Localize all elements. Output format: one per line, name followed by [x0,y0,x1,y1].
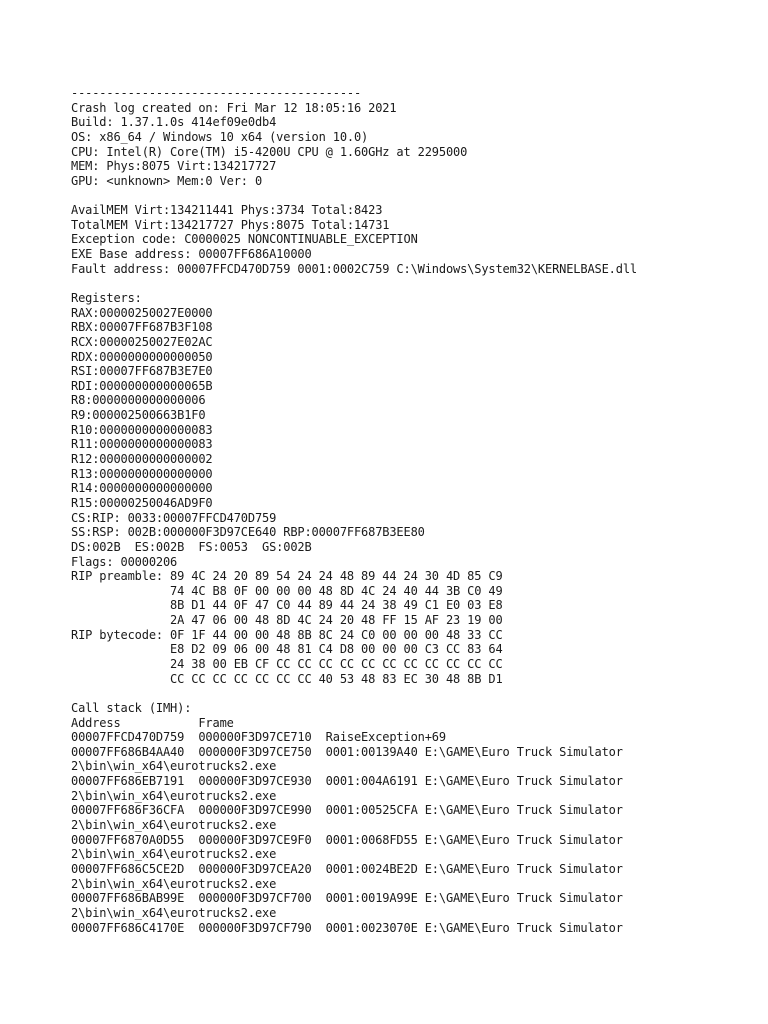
log-line: R9:000002500663B1F0 [71,408,206,423]
log-line: Registers: [71,290,142,305]
log-line: 2\bin\win_x64\eurotrucks2.exe [71,876,277,891]
log-line: RBX:00007FF687B3F108 [71,320,213,335]
log-line: R13:0000000000000000 [71,466,213,481]
log-line: RIP bytecode: 0F 1F 44 00 00 48 8B 8C 24 C0 00 00 00 48 33 CC [71,627,503,642]
log-line: RIP preamble: 89 4C 24 20 89 54 24 24 48 89 44 24 30 4D 85 C9 [71,569,503,584]
log-line: R8:0000000000000006 [71,393,206,408]
log-line: RDI:000000000000065B [71,378,213,393]
log-line: Flags: 00000206 [71,554,178,569]
log-line: 00007FF686F36CFA 000000F3D97CE990 0001:00525CFA E:\GAME\Euro Truck Simulator [71,803,623,818]
log-line: 00007FF686EB7191 000000F3D97CE930 0001:004A6191 E:\GAME\Euro Truck Simulator [71,774,623,789]
log-line [71,188,751,203]
log-line: RAX:00000250027E0000 [71,305,213,320]
log-line: R11:0000000000000083 [71,437,213,452]
log-line: E8 D2 09 06 00 48 81 C4 D8 00 00 00 C3 CC 83 64 [71,642,503,657]
log-line: TotalMEM Virt:134217727 Phys:8075 Total:14731 [71,217,390,232]
log-line: 2\bin\win_x64\eurotrucks2.exe [71,788,277,803]
log-line: R12:0000000000000002 [71,452,213,467]
log-line: 00007FF686B4AA40 000000F3D97CE750 0001:00139A40 E:\GAME\Euro Truck Simulator [71,744,623,759]
log-line: Fault address: 00007FFCD470D759 0001:0002C759 C:\Windows\System32\KERNELBASE.dll [71,261,637,276]
log-line: RCX:00000250027E02AC [71,334,213,349]
log-line: EXE Base address: 00007FF686A10000 [71,247,312,262]
log-line: 24 38 00 EB CF CC CC CC CC CC CC CC CC CC CC CC [71,656,503,671]
crash-log-text [71,86,751,935]
log-line: 2\bin\win_x64\eurotrucks2.exe [71,847,277,862]
log-line: R15:00000250046AD9F0 [71,495,213,510]
log-line: Crash log created on: Fri Mar 12 18:05:16 2021 [71,100,397,115]
log-line: RSI:00007FF687B3E7E0 [71,364,213,379]
log-line [71,686,751,701]
log-line: R10:0000000000000083 [71,422,213,437]
log-line: 2\bin\win_x64\eurotrucks2.exe [71,759,277,774]
log-line: 00007FF686BAB99E 000000F3D97CF700 0001:0019A99E E:\GAME\Euro Truck Simulator [71,891,623,906]
log-line: Build: 1.37.1.0s 414ef09e0db4 [71,115,277,130]
log-line: RDX:0000000000000050 [71,349,213,364]
log-line: 2\bin\win_x64\eurotrucks2.exe [71,818,277,833]
log-line: 00007FFCD470D759 000000F3D97CE710 RaiseException+69 [71,730,446,745]
log-line: SS:RSP: 002B:000000F3D97CE640 RBP:00007FF687B3EE80 [71,525,425,540]
log-line: CC CC CC CC CC CC CC 40 53 48 83 EC 30 48 8B D1 [71,671,503,686]
log-line: AvailMEM Virt:134211441 Phys:3734 Total:8423 [71,203,383,218]
log-line: 00007FF686C5CE2D 000000F3D97CEA20 0001:0024BE2D E:\GAME\Euro Truck Simulator [71,861,623,876]
log-line: Call stack (IMH): [71,700,192,715]
log-line: 00007FF6870A0D55 000000F3D97CE9F0 0001:0068FD55 E:\GAME\Euro Truck Simulator [71,832,623,847]
log-line: R14:0000000000000000 [71,481,213,496]
log-line: Exception code: C0000025 NONCONTINUABLE_EXCEPTION [71,232,418,247]
log-line: 8B D1 44 0F 47 C0 44 89 44 24 38 49 C1 E0 03 E8 [71,598,503,613]
log-line: GPU: <unknown> Mem:0 Ver: 0 [71,173,263,188]
log-line: 00007FF686C4170E 000000F3D97CF790 0001:0023070E E:\GAME\Euro Truck Simulator [71,920,623,935]
log-line: DS:002B ES:002B FS:0053 GS:002B [71,539,312,554]
log-line: 2A 47 06 00 48 8D 4C 24 20 48 FF 15 AF 23 19 00 [71,613,503,628]
log-line [71,276,751,291]
log-line: CPU: Intel(R) Core(TM) i5-4200U CPU @ 1.60GHz at 2295000 [71,144,468,159]
log-line: Address Frame [71,715,234,730]
log-line: OS: x86_64 / Windows 10 x64 (version 10.0) [71,129,369,144]
log-line: ----------------------------------------- [71,86,362,100]
log-line: MEM: Phys:8075 Virt:134217727 [71,159,277,174]
log-line: CS:RIP: 0033:00007FFCD470D759 [71,510,277,525]
log-line: 2\bin\win_x64\eurotrucks2.exe [71,905,277,920]
log-line: 74 4C B8 0F 00 00 00 48 8D 4C 24 40 44 3B C0 49 [71,583,503,598]
